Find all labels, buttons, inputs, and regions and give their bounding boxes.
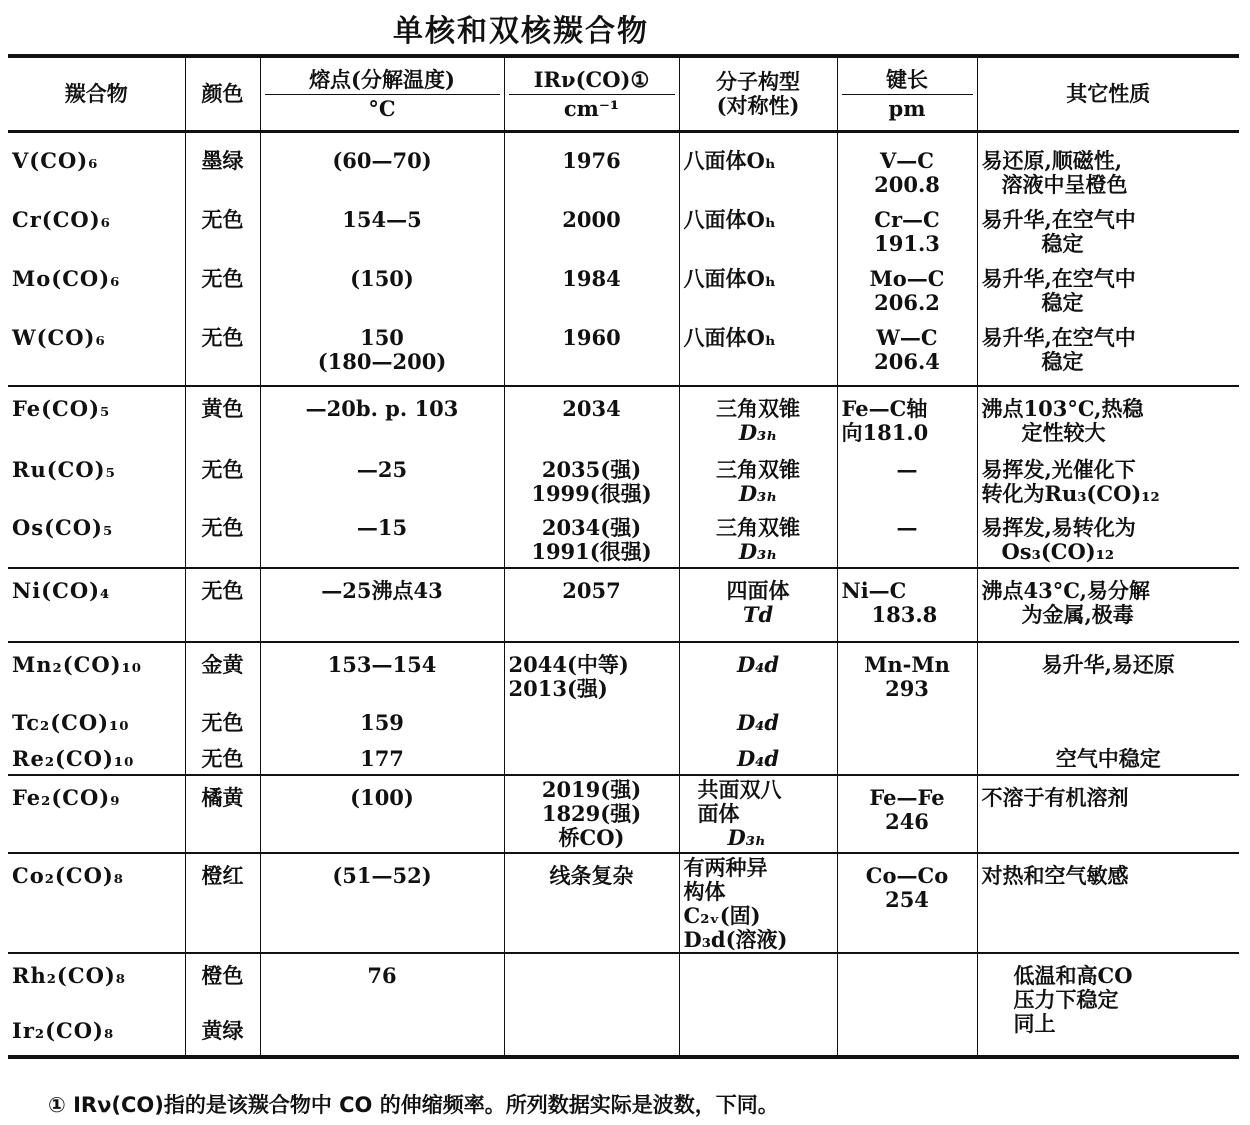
structure-line-1: 共面双八 <box>697 776 782 802</box>
cell-structure: 八面体Oₕ <box>679 132 837 198</box>
cell-bond-length <box>837 568 977 642</box>
structure-symmetry: D₃ₕ <box>738 538 778 564</box>
cell-melting-point: 154—5 <box>260 198 504 257</box>
cell-structure <box>679 853 837 953</box>
cell-bond-length <box>837 316 977 386</box>
structure-line-1: 四面体 <box>726 577 790 603</box>
cell-color: 橘黄 <box>185 775 260 853</box>
cell-structure <box>679 386 837 448</box>
header-structure-sub: (对称性) <box>716 93 800 118</box>
table-row <box>8 316 1239 386</box>
cell-structure: 八面体Oₕ <box>679 198 837 257</box>
bond-value: 246 <box>885 808 929 834</box>
ir-line-1: 2035(强) <box>541 456 642 482</box>
cell-bond-length <box>837 953 977 1009</box>
cell-structure <box>679 775 837 853</box>
cell-structure: D₄d <box>679 737 837 775</box>
cell-melting-point: (150) <box>260 257 504 316</box>
table-row <box>8 953 1239 1009</box>
cell-other <box>977 198 1239 257</box>
structure-symmetry: D₃ₕ <box>727 824 766 850</box>
bond-text: Fe—Fe <box>869 784 945 810</box>
carbonyl-table <box>8 54 1239 1059</box>
structure-symmetry: Td <box>742 601 774 627</box>
cell-ir <box>504 506 679 568</box>
cell-bond-length: — <box>837 506 977 568</box>
cell-melting-point: —25 <box>260 448 504 506</box>
cell-color: 橙色 <box>185 953 260 1009</box>
bond-value: 206.4 <box>874 348 940 374</box>
structure-line-3: C₂ᵥ(固) <box>683 902 761 928</box>
cell-other <box>977 953 1239 1057</box>
cell-melting-point <box>260 1009 504 1057</box>
cell-compound: Re₂(CO)₁₀ <box>8 737 185 775</box>
cell-color: 无色 <box>185 568 260 642</box>
cell-color: 墨绿 <box>185 132 260 198</box>
cell-ir <box>504 737 679 775</box>
table-row <box>8 386 1239 448</box>
other-line-2: 稳定 <box>1041 289 1084 315</box>
other-line-1: 易升华,在空气中 <box>981 265 1136 291</box>
cell-ir: 2057 <box>504 568 679 642</box>
ir-line-2: 1991(很强) <box>531 538 652 564</box>
header-mp-unit: °C <box>368 95 396 121</box>
header-mp-label: 熔点(分解温度) <box>265 68 500 95</box>
cell-compound: Mo(CO)₆ <box>12 265 121 291</box>
other-line-1: 易挥发,光催化下 <box>981 456 1136 482</box>
cell-structure: D₄d <box>679 701 837 737</box>
cell-ir: 线条复杂 <box>504 853 679 953</box>
cell-color: 黄绿 <box>185 1009 260 1057</box>
cell-structure <box>679 506 837 568</box>
cell-color: 橙红 <box>185 853 260 953</box>
other-line-2: 定性较大 <box>1021 419 1106 445</box>
ir-line-2: 2013(强) <box>508 675 608 701</box>
cell-other: 对热和空气敏感 <box>977 853 1239 953</box>
other-line-1: 易还原,顺磁性, <box>981 148 1123 173</box>
cell-melting-point: 153—154 <box>260 642 504 701</box>
cell-melting-point: (100) <box>260 775 504 853</box>
other-line-2: 稳定 <box>1041 348 1084 374</box>
ir-line-3: 桥CO) <box>558 824 625 850</box>
cell-melting-point: 76 <box>260 953 504 1009</box>
header-structure <box>679 56 837 132</box>
cell-bond-length <box>837 132 977 198</box>
structure-line-2: 构体 <box>683 878 726 904</box>
cell-compound: Cr(CO)₆ <box>12 206 111 232</box>
structure-line-1: 三角双锥 <box>716 456 800 482</box>
bond-value: 183.8 <box>871 601 938 627</box>
header-ir-label: IRν(CO)① <box>509 68 675 95</box>
cell-ir: 2000 <box>504 198 679 257</box>
cell-compound: Fe₂(CO)₉ <box>8 775 185 853</box>
cell-ir: 1960 <box>504 316 679 386</box>
cell-bond-length: — <box>837 448 977 506</box>
cell-other <box>977 506 1239 568</box>
other-line-1: 沸点103°C,热稳 <box>981 395 1144 421</box>
other-line-2: 溶液中呈橙色 <box>1001 172 1128 197</box>
header-bond-length <box>837 56 977 132</box>
cell-compound: Fe(CO)₅ <box>12 395 111 421</box>
table-row <box>8 775 1239 853</box>
cell-other <box>977 386 1239 448</box>
cell-compound: Ir₂(CO)₈ <box>12 1017 115 1043</box>
bond-text: Cr—C <box>874 206 940 232</box>
cell-compound: V(CO)₆ <box>12 148 99 173</box>
cell-melting-point <box>260 316 504 386</box>
cell-structure: 八面体Oₕ <box>679 316 837 386</box>
structure-line-4: D₃d(溶液) <box>683 926 788 952</box>
cell-structure: 八面体Oₕ <box>679 257 837 316</box>
cell-ir <box>504 953 679 1009</box>
cell-color: 无色 <box>185 198 260 257</box>
table-row <box>8 853 1239 953</box>
table-row <box>8 257 1239 316</box>
cell-melting-point: —15 <box>260 506 504 568</box>
cell-bond-length <box>837 198 977 257</box>
cell-other: 不溶于有机溶剂 <box>977 775 1239 853</box>
other-line-2: 为金属,极毒 <box>1021 601 1134 627</box>
cell-color: 无色 <box>185 257 260 316</box>
cell-bond-length <box>837 642 977 701</box>
table-row <box>8 448 1239 506</box>
cell-compound: Ni(CO)₄ <box>8 568 185 642</box>
cell-bond-length <box>837 853 977 953</box>
structure-symmetry: D₃ₕ <box>738 419 778 445</box>
cell-color: 金黄 <box>185 642 260 701</box>
cell-bond-length <box>837 386 977 448</box>
cell-other: 空气中稳定 <box>977 737 1239 775</box>
footnote: ① IRν(CO)指的是该羰合物中 CO 的伸缩频率。所列数据实际是波数，下同。 <box>48 1093 779 1117</box>
header-ir <box>504 56 679 132</box>
bond-text: Fe—C轴 <box>841 395 928 421</box>
cell-color: 无色 <box>185 506 260 568</box>
structure-line-1: 有两种异 <box>683 854 768 880</box>
cell-other <box>977 316 1239 386</box>
ir-line-2: 1999(很强) <box>531 480 652 506</box>
cell-structure <box>679 568 837 642</box>
bond-text: Co—Co <box>865 862 949 888</box>
cell-structure <box>679 448 837 506</box>
other-line-1: 低温和高CO <box>1013 962 1133 988</box>
bond-value: 206.2 <box>874 289 940 315</box>
other-line-2: 稳定 <box>1041 230 1084 256</box>
cell-bond-length <box>837 1009 977 1057</box>
cell-compound: Tc₂(CO)₁₀ <box>12 709 130 735</box>
table-row <box>8 701 1239 737</box>
bond-text: Mn-Mn <box>864 651 950 677</box>
page-title: 单核和双核羰合物 <box>393 14 649 49</box>
cell-ir <box>504 448 679 506</box>
cell-bond-length <box>837 701 977 737</box>
bond-text: W—C <box>876 324 938 350</box>
cell-bond-length <box>837 257 977 316</box>
table-row <box>8 568 1239 642</box>
header-structure-label: 分子构型 <box>716 69 800 94</box>
bond-value: 293 <box>885 675 929 701</box>
cell-compound: W(CO)₆ <box>8 316 185 386</box>
header-other-properties: 其它性质 <box>977 56 1239 132</box>
table-row <box>8 198 1239 257</box>
header-color: 颜色 <box>185 56 260 132</box>
cell-other <box>977 701 1239 737</box>
header-melting-point <box>260 56 504 132</box>
header-bond-unit: pm <box>888 95 926 121</box>
ir-line-2: 1829(强) <box>541 800 642 826</box>
cell-color: 黄色 <box>185 386 260 448</box>
cell-structure: D₄d <box>679 642 837 701</box>
cell-other <box>977 257 1239 316</box>
cell-ir <box>504 701 679 737</box>
cell-structure <box>679 953 837 1009</box>
cell-compound: Co₂(CO)₈ <box>8 853 185 953</box>
header-row <box>8 56 1239 132</box>
cell-other <box>977 568 1239 642</box>
other-line-1: 易升华,在空气中 <box>981 206 1136 232</box>
cell-melting-point: (51—52) <box>260 853 504 953</box>
bond-text: V—C <box>879 148 934 173</box>
cell-ir: 1984 <box>504 257 679 316</box>
cell-melting-point: (60—70) <box>260 132 504 198</box>
ir-line-1: 2044(中等) <box>508 651 629 677</box>
cell-melting-point: 159 <box>260 701 504 737</box>
mp-line-1: 150 <box>360 324 404 350</box>
cell-compound: Ru(CO)₅ <box>12 456 116 482</box>
cell-color: 无色 <box>185 316 260 386</box>
cell-color: 无色 <box>185 701 260 737</box>
cell-other <box>977 448 1239 506</box>
other-line-1: 易升华,在空气中 <box>981 324 1136 350</box>
header-compound: 羰合物 <box>8 56 185 132</box>
cell-color: 无色 <box>185 737 260 775</box>
cell-bond-length <box>837 775 977 853</box>
structure-line-1: 三角双锥 <box>716 514 800 540</box>
header-ir-unit: cm⁻¹ <box>563 95 620 121</box>
cell-bond-length <box>837 737 977 775</box>
bond-value: 向181.0 <box>841 419 929 445</box>
mp-line-2: (180—200) <box>317 348 447 374</box>
other-line-2: Os₃(CO)₁₂ <box>1001 538 1115 564</box>
header-bond-label: 键长 <box>842 68 973 95</box>
table-row <box>8 642 1239 701</box>
cell-other <box>977 132 1239 198</box>
other-line-1: 易挥发,易转化为 <box>981 514 1136 540</box>
bond-value: 200.8 <box>874 172 940 197</box>
cell-melting-point: —25沸点43 <box>260 568 504 642</box>
structure-symmetry: D₃ₕ <box>738 480 778 506</box>
cell-ir <box>504 775 679 853</box>
cell-ir <box>504 642 679 701</box>
structure-line-1: 三角双锥 <box>716 395 800 421</box>
table-row <box>8 506 1239 568</box>
cell-melting-point: 177 <box>260 737 504 775</box>
cell-ir <box>504 1009 679 1057</box>
cell-melting-point: —20b. p. 103 <box>260 386 504 448</box>
bond-text: Mo—C <box>869 265 945 291</box>
cell-other: 易升华,易还原 <box>977 642 1239 701</box>
bond-text: Ni—C <box>841 577 907 603</box>
ir-line-1: 2034(强) <box>541 514 642 540</box>
cell-compound: Mn₂(CO)₁₀ <box>12 651 142 677</box>
other-line-2: 转化为Ru₃(CO)₁₂ <box>981 480 1160 506</box>
other-line-3: 同上 <box>1013 1010 1056 1036</box>
ir-line-1: 2019(强) <box>541 776 642 802</box>
other-line-1: 沸点43°C,易分解 <box>981 577 1150 603</box>
cell-ir: 1976 <box>504 132 679 198</box>
bond-value: 254 <box>885 886 929 912</box>
structure-line-2: 面体 <box>697 800 740 826</box>
cell-color: 无色 <box>185 448 260 506</box>
table-row <box>8 737 1239 775</box>
other-line-2: 压力下稳定 <box>1013 986 1119 1012</box>
cell-compound: Os(CO)₅ <box>8 506 185 568</box>
cell-ir: 2034 <box>504 386 679 448</box>
cell-structure <box>679 1009 837 1057</box>
table-row <box>8 132 1239 198</box>
cell-compound: Rh₂(CO)₈ <box>12 962 126 988</box>
bond-value: 191.3 <box>874 230 940 256</box>
